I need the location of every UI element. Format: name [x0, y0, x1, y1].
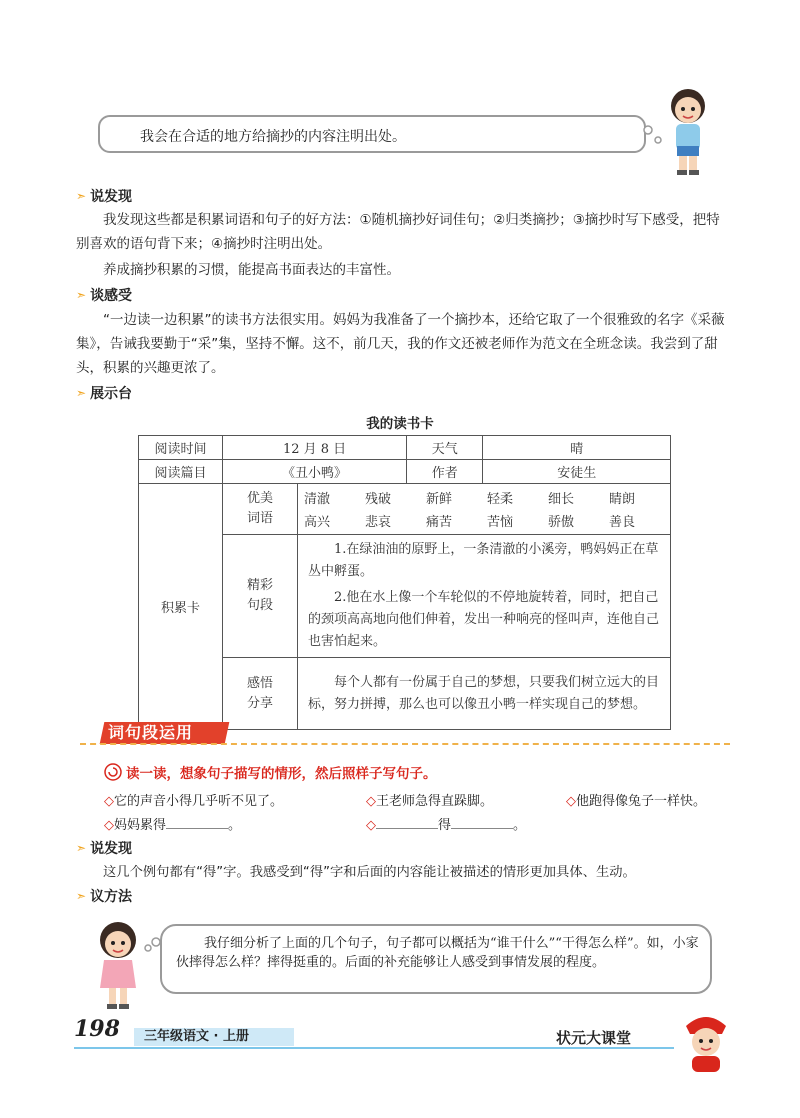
top-bubble-text: 我会在合适的地方给摘抄的内容注明出处。 — [140, 129, 406, 145]
word-item: 新鲜 — [425, 492, 452, 507]
mascot-illustration — [676, 1008, 736, 1074]
section-title-discover: ➣ 说发现 — [76, 189, 133, 205]
diamond-icon: ◇ — [566, 794, 576, 809]
word-item: 睛朗 — [608, 492, 635, 507]
insight-text: 每个人都有一份属于自己的梦想，只要我们树立远大的目标，努力拼搏，那么也可以像丑小鸭一样实现自己的梦想。 — [307, 674, 659, 712]
method-bubble-text: 我仔细分析了上面的几个句子，句子都可以概括为“谁干什么”“干得怎么样”。如，小家伙摔得怎么样？摔得挺重的。后面的补充能够让人感受到事情发展的程度。 — [176, 936, 699, 970]
discover-paragraph-1: 我发现这些都是积累词语和句子的好方法：①随机摘抄好词佳句；②归类摘抄；③摘抄时写下感受，把特别喜欢的语句背下来；④摘抄时注明出处。 — [76, 212, 720, 252]
word-item: 清澈 — [303, 492, 330, 507]
diamond-icon: ◇ — [104, 818, 114, 833]
words-cell — [297, 484, 670, 535]
time-value: 12 月 8 日 — [223, 436, 407, 460]
arrow-icon: ➣ — [76, 189, 87, 203]
author-label: 作者 — [407, 460, 483, 484]
word-item: 悲哀 — [364, 515, 391, 530]
girl-illustration — [90, 918, 146, 1014]
answer-blank-3[interactable] — [451, 816, 513, 829]
arrow-icon: ➣ — [76, 841, 87, 855]
feeling-paragraph: “一边读一边积累”的读书方法很实用。妈妈为我准备了一个摘抄本，还给它取了一个很雅致的名字《采薇集》，告诫我要勤于“采”集，坚持不懈。这不，前几天，我的作文还被老师作为范文在全班念读。我尝到了甜头，积累的兴趣更浓了。 — [76, 312, 725, 376]
accumulate-label: 积累卡 — [139, 484, 223, 730]
boy-illustration — [662, 84, 714, 180]
word-item: 高兴 — [303, 515, 330, 530]
page-number: 198 — [74, 1016, 120, 1042]
reading-card-title: 我的读书卡 — [366, 416, 434, 432]
section-title-discover-2: ➣ 说发现 — [76, 841, 133, 857]
top-speech-bubble — [98, 115, 646, 153]
arrow-icon: ➣ — [76, 288, 87, 302]
passage-cell — [297, 535, 670, 658]
weather-value: 晴 — [483, 436, 671, 460]
book-label: 阅读篇目 — [139, 460, 223, 484]
arrow-icon: ➣ — [76, 386, 87, 400]
method-speech-bubble — [160, 924, 712, 994]
fill-item-1: ◇妈妈累得 。 — [104, 818, 242, 833]
word-item: 骄傲 — [547, 515, 574, 530]
passage-label: 精彩句段 — [223, 535, 298, 658]
weather-label: 天气 — [407, 436, 483, 460]
footer-brand: 状元大课堂 — [556, 1029, 632, 1047]
section-title-feeling: ➣ 谈感受 — [76, 288, 133, 304]
discover2-paragraph: 这几个例句都有“得”字。我感受到“得”字和后面的内容能让被描述的情形更加具体、生动。 — [103, 865, 636, 880]
diamond-icon: ◇ — [366, 794, 376, 809]
arrow-icon: ➣ — [76, 889, 87, 903]
example-1: ◇它的声音小得几乎听不见了。 — [104, 794, 284, 809]
word-item: 苦恼 — [486, 515, 513, 530]
insight-label: 感悟分享 — [223, 658, 298, 730]
usage-banner-text: 词句段运用 — [108, 723, 194, 742]
example-2: ◇王老师急得直跺脚。 — [366, 794, 494, 809]
discover-paragraph-2: 养成摘抄积累的习惯，能提高书面表达的丰富性。 — [103, 262, 400, 278]
passage-1: 1.在绿油油的原野上，一条清澈的小溪旁，鸭妈妈正在草丛中孵蛋。 — [307, 542, 659, 579]
fill-item-2: ◇ 得 。 — [366, 818, 527, 833]
word-grid — [298, 484, 670, 534]
example-3: ◇他跑得像兔子一样快。 — [566, 794, 707, 809]
word-item: 痛苦 — [425, 515, 452, 530]
word-item: 轻柔 — [486, 492, 513, 507]
speech-dots-icon — [142, 936, 162, 956]
word-item: 善良 — [608, 515, 635, 530]
insight-cell — [297, 658, 670, 730]
word-item: 细长 — [547, 492, 574, 507]
section-title-showcase: ➣ 展示台 — [76, 386, 133, 402]
author-value: 安徒生 — [483, 460, 671, 484]
word-item: 残破 — [364, 492, 391, 507]
words-label: 优美词语 — [223, 484, 298, 535]
time-label: 阅读时间 — [139, 436, 223, 460]
diamond-icon: ◇ — [366, 818, 376, 833]
diamond-icon: ◇ — [104, 794, 114, 809]
swirl-icon — [104, 763, 122, 781]
footer-book: 三年级语文 · 上册 — [144, 1029, 249, 1044]
answer-blank-1[interactable] — [166, 816, 228, 829]
usage-divider — [80, 743, 730, 745]
answer-blank-2[interactable] — [376, 816, 438, 829]
passage-2: 2.他在水上像一个车轮似的不停地旋转着，同时，把自己的颈项高高地向他们伸着，发出一种响亮的怪叫声，连他自己也害怕起来。 — [307, 590, 659, 649]
usage-task: 读一读，想象句子描写的情形，然后照样子写句子。 — [104, 762, 437, 782]
book-value: 《丑小鸭》 — [223, 460, 407, 484]
section-title-method: ➣ 议方法 — [76, 889, 133, 905]
reading-card-table — [138, 435, 671, 730]
